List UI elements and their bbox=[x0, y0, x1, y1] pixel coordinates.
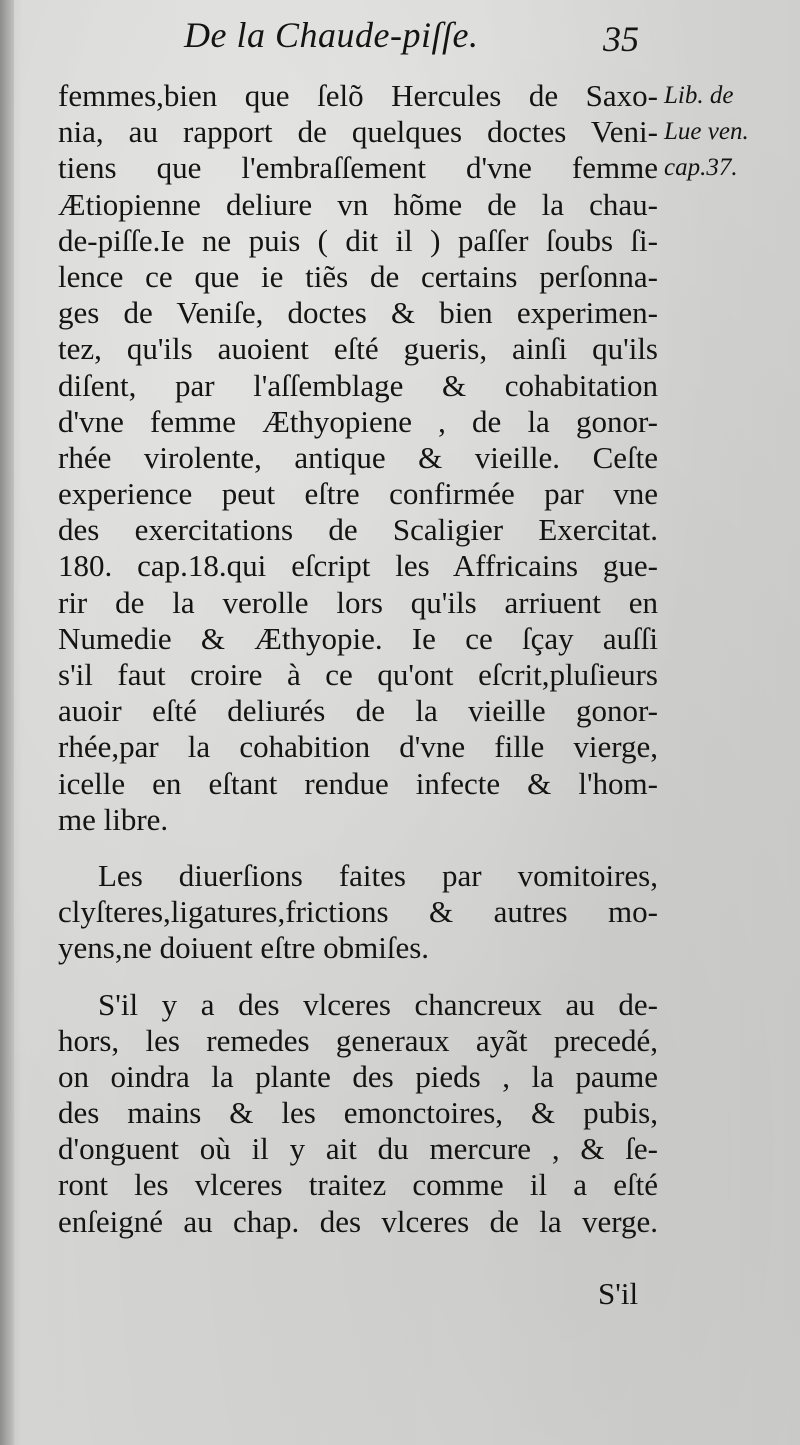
margin-note-line: cap.37. bbox=[664, 154, 738, 181]
page-gutter-shadow bbox=[0, 0, 14, 1445]
text-line: tez, qu'ils auoient eſté gueris, ainſi qu'ils bbox=[58, 331, 658, 367]
text-line: diſent, par l'aſſemblage & cohabitation bbox=[58, 367, 658, 403]
text-line: 180. cap.18.qui eſcript les Affricains gue- bbox=[58, 548, 658, 584]
margin-note-line: Lue ven. bbox=[664, 118, 749, 145]
text-line: d'onguent où il y ait du mercure , & ſe- bbox=[58, 1131, 658, 1167]
text-line: clyſteres,ligatures,frictions & autres mo- bbox=[58, 894, 658, 930]
text-line: rir de la verolle lors qu'ils arriuent en bbox=[58, 584, 658, 620]
catchword: S'il bbox=[598, 1276, 639, 1311]
text-line: s'il faut croire à ce qu'ont eſcrit,pluſieurs bbox=[58, 657, 658, 692]
paragraph-spacer bbox=[58, 967, 658, 987]
text-line: ront les vlceres traitez comme il a eſté bbox=[58, 1167, 658, 1203]
text-line: on oindra la plante des pieds , la paume bbox=[58, 1058, 658, 1094]
text-line: des exercitations de Scaligier Exercitat. bbox=[58, 512, 658, 548]
text-line: auoir eſté deliurés de la vieille gonor- bbox=[58, 693, 658, 729]
text-line: ges de Veniſe, doctes & bien experimen- bbox=[58, 295, 658, 331]
text-line: yens,ne doiuent eſtre obmiſes. bbox=[58, 930, 430, 966]
paragraph-spacer bbox=[58, 838, 658, 858]
text-line: femmes,bien que ſelõ Hercules de Saxo- bbox=[58, 78, 658, 113]
text-line: nia, au rapport de quelques doctes Veni- bbox=[58, 114, 658, 150]
margin-note bbox=[664, 78, 794, 186]
text-line: icelle en eſtant rendue infecte & l'hom- bbox=[58, 765, 658, 801]
text-line: rhée virolente, antique & vieille. Ceſte bbox=[58, 439, 658, 475]
text-line: experience peut eſtre confirmée par vne bbox=[58, 476, 658, 512]
text-line: hors, les remedes generaux ayãt precedé, bbox=[58, 1022, 658, 1058]
text-line: Les diuerſions faites par vomitoires, bbox=[98, 857, 658, 893]
paragraph-1 bbox=[58, 78, 658, 838]
text-line: rhée,par la cohabition d'vne fille vierge, bbox=[58, 729, 658, 765]
text-line: tiens que l'embraſſement d'vne femme bbox=[58, 150, 658, 186]
margin-note-line: Lib. de bbox=[664, 82, 734, 109]
page-number: 35 bbox=[603, 19, 639, 59]
running-head: De la Chaude-piſſe. bbox=[184, 15, 479, 55]
text-line: d'vne femme Æthyopiene , de la gonor- bbox=[58, 403, 658, 439]
text-line: me libre. bbox=[58, 801, 169, 837]
body-text bbox=[58, 78, 658, 1240]
paragraph-2 bbox=[58, 858, 658, 967]
paragraph-3 bbox=[58, 987, 658, 1240]
text-line: lence ce que ie tiẽs de certains perſonna- bbox=[58, 258, 658, 294]
text-line: S'il y a des vlceres chancreux au de- bbox=[98, 986, 658, 1022]
text-line: Ætiopienne deliure vn hõme de la chau- bbox=[58, 186, 658, 222]
text-line: Numedie & Æthyopie. Ie ce ſçay auſſi bbox=[58, 620, 658, 656]
text-line: enſeigné au chap. des vlceres de la verge. bbox=[58, 1203, 658, 1239]
text-line: des mains & les emonctoires, & pubis, bbox=[58, 1095, 658, 1131]
text-line: de-piſſe.Ie ne puis ( dit il ) paſſer ſoubs ſi- bbox=[58, 222, 658, 258]
